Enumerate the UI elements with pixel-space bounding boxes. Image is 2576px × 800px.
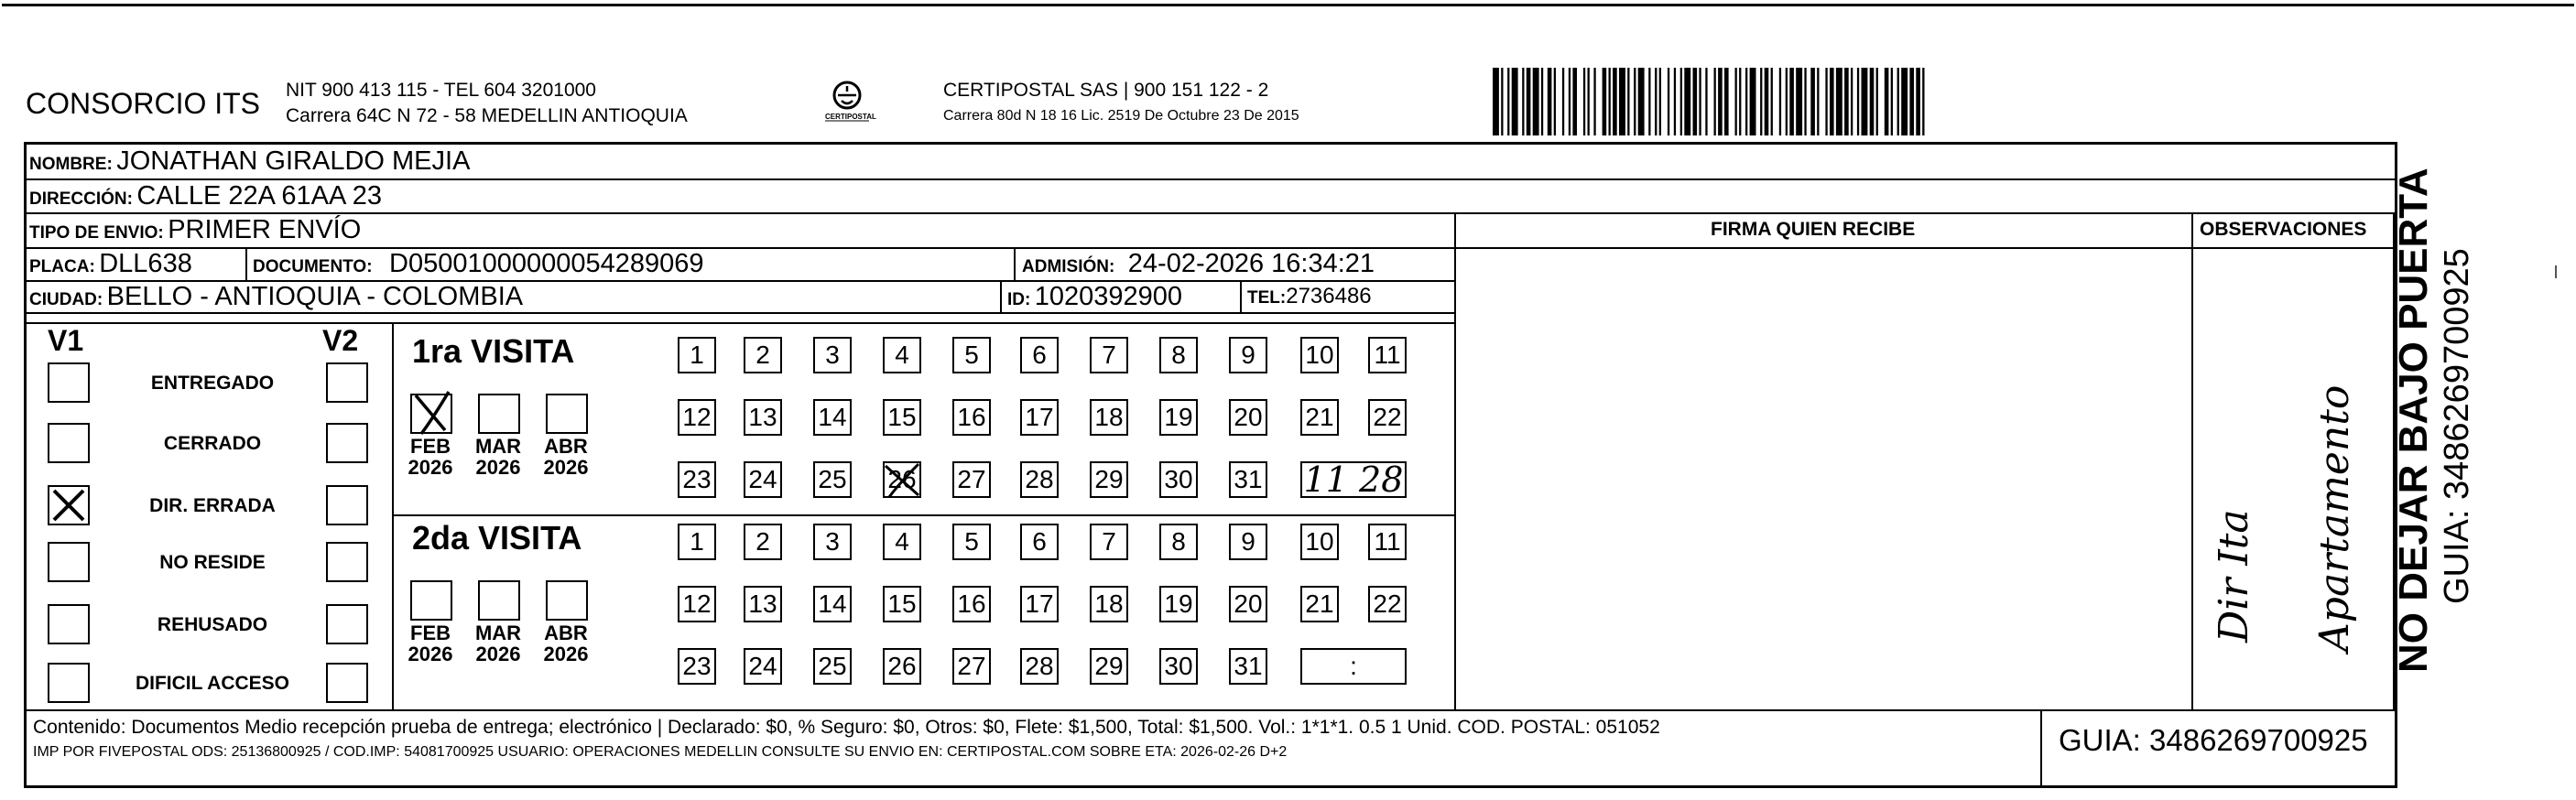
day-box[interactable]: [744, 586, 782, 622]
tel-label: TEL:: [1247, 288, 1287, 308]
day-box[interactable]: [1020, 648, 1059, 685]
day-box[interactable]: [1368, 337, 1407, 373]
day-box[interactable]: [678, 586, 716, 622]
day-number: 7: [1102, 341, 1116, 369]
placa-label: PLACA:: [29, 257, 95, 276]
tipo-envio-label: TIPO DE ENVIO:: [29, 223, 164, 243]
month-label: [471, 622, 526, 665]
day-number: 22: [1373, 589, 1402, 618]
barcode: [1493, 68, 2225, 135]
v1-checkbox[interactable]: [48, 663, 90, 703]
month-year: 2026: [475, 643, 521, 666]
day-number: 19: [1164, 589, 1193, 618]
day-box[interactable]: [813, 586, 852, 622]
ciudad-label: CIUDAD:: [29, 290, 103, 309]
day-number: 12: [682, 403, 712, 431]
day-number: 30: [1164, 652, 1193, 680]
v2-checkbox[interactable]: [326, 542, 368, 582]
visit-divider: [392, 514, 1454, 516]
month-year: 2026: [543, 456, 589, 480]
day-box[interactable]: [1368, 524, 1407, 560]
month-year: 2026: [408, 643, 453, 666]
day-number: 31: [1234, 465, 1263, 493]
day-box[interactable]: [744, 461, 782, 498]
day-box[interactable]: [1020, 461, 1059, 498]
time-box[interactable]: [1300, 648, 1407, 685]
footer-imp: IMP POR FIVEPOSTAL ODS: 25136800925 / COD.IMP: 54081700925 USUARIO: OPERACIONES MEDELLIN CONSULTE SU ENVIO EN: CERTIPOSTAL.COM SOBRE ETA: 2026-02-26 D+2: [33, 744, 1288, 760]
day-box[interactable]: [1090, 648, 1128, 685]
day-box[interactable]: [883, 461, 921, 498]
month-name: MAR: [474, 435, 522, 458]
status-option-label: REHUSADO: [157, 614, 268, 635]
month-year: 2026: [408, 456, 453, 480]
day-number: 20: [1234, 403, 1263, 431]
status-option-label: DIFICIL ACCESO: [135, 673, 289, 694]
day-number: 28: [1025, 465, 1054, 493]
day-number: 14: [818, 403, 847, 431]
day-number: 8: [1171, 527, 1186, 556]
day-number: 17: [1025, 403, 1054, 431]
month-label: [471, 436, 526, 478]
month-name: MAR: [474, 622, 522, 644]
day-box[interactable]: [678, 461, 716, 498]
day-number: 14: [818, 589, 847, 618]
v2-checkbox[interactable]: [326, 485, 368, 525]
day-number: 11: [1374, 341, 1401, 369]
status-option-label: ENTREGADO: [150, 373, 275, 394]
day-box[interactable]: [883, 524, 921, 560]
day-box[interactable]: [1159, 399, 1198, 436]
day-box[interactable]: [1090, 399, 1128, 436]
admision-label: ADMISIÓN:: [1022, 257, 1115, 276]
day-number: 18: [1094, 403, 1124, 431]
handwritten-time: 11 28: [1303, 459, 1404, 500]
firma-header: FIRMA QUIEN RECIBE: [1711, 219, 1916, 240]
day-box[interactable]: [1020, 586, 1059, 622]
day-box[interactable]: [1159, 648, 1198, 685]
documento-label: DOCUMENTO:: [253, 257, 373, 276]
v2-checkbox[interactable]: [326, 423, 368, 463]
day-number: 16: [957, 403, 986, 431]
day-box[interactable]: [1368, 586, 1407, 622]
handwritten-line-2: Apartamento: [2311, 384, 2358, 652]
day-box[interactable]: [952, 399, 991, 436]
id-value: 1020392900: [1034, 282, 1183, 311]
day-box[interactable]: [1300, 337, 1339, 373]
day-box[interactable]: [678, 648, 716, 685]
day-number: 6: [1032, 341, 1047, 369]
carrier-name: CERTIPOSTAL SAS | 900 151 122 - 2: [943, 80, 1269, 101]
day-box[interactable]: [678, 337, 716, 373]
observaciones-header: OBSERVACIONES: [2200, 219, 2367, 240]
day-box[interactable]: [1300, 524, 1339, 560]
day-number: 16: [957, 589, 986, 618]
day-number: 24: [748, 652, 777, 680]
day-number: 5: [964, 527, 979, 556]
v1-checkbox[interactable]: [48, 542, 90, 582]
day-number: 13: [748, 589, 777, 618]
month-name: ABR: [544, 435, 588, 458]
month-label: [538, 622, 593, 665]
day-box[interactable]: [1229, 461, 1267, 498]
top-edge: [2, 4, 2574, 6]
day-number: 30: [1164, 465, 1193, 493]
day-box[interactable]: [1090, 461, 1128, 498]
nombre-label: NOMBRE:: [29, 155, 113, 174]
day-number: 7: [1102, 527, 1116, 556]
id-label: ID:: [1007, 290, 1031, 309]
tel-value: 2736486: [1286, 284, 1372, 308]
day-number: 22: [1373, 403, 1402, 431]
direccion-label: DIRECCIÓN:: [29, 189, 133, 209]
day-box[interactable]: [883, 586, 921, 622]
handwritten-observation: [2198, 293, 2381, 705]
row-line: [24, 178, 2397, 180]
day-box[interactable]: [1229, 524, 1267, 560]
day-box[interactable]: [1159, 461, 1198, 498]
month-label: [403, 622, 458, 665]
admision-value: 24-02-2026 16:34:21: [1127, 249, 1375, 278]
day-box[interactable]: [813, 399, 852, 436]
month-name: ABR: [544, 622, 588, 644]
visit-title: 1ra VISITA: [412, 332, 575, 370]
row-line: [24, 212, 2397, 214]
col-line: [245, 247, 247, 280]
day-number: 29: [1094, 465, 1124, 493]
month-label: [403, 436, 458, 478]
day-box[interactable]: [952, 586, 991, 622]
day-number: 23: [682, 652, 712, 680]
day-number: 18: [1094, 589, 1124, 618]
v1-checkbox[interactable]: [48, 423, 90, 463]
day-number: 12: [682, 589, 712, 618]
day-box[interactable]: [952, 461, 991, 498]
time-separator: :: [1350, 652, 1357, 680]
day-box[interactable]: [1229, 337, 1267, 373]
day-number: 1: [690, 341, 704, 369]
day-box[interactable]: [883, 399, 921, 436]
day-box[interactable]: [1020, 399, 1059, 436]
day-number: 1: [690, 527, 704, 556]
form-frame: [24, 142, 2397, 788]
day-box[interactable]: [1090, 337, 1128, 373]
day-number: 4: [895, 341, 909, 369]
day-box[interactable]: [952, 648, 991, 685]
day-box[interactable]: [744, 524, 782, 560]
day-number: 29: [1094, 652, 1124, 680]
day-number: 27: [957, 465, 986, 493]
col-line: [1014, 247, 1016, 280]
v2-checkbox[interactable]: [326, 362, 368, 403]
day-number: 5: [964, 341, 979, 369]
day-number: 4: [895, 527, 909, 556]
tipo-envio-value: PRIMER ENVÍO: [168, 215, 362, 244]
day-number: 17: [1025, 589, 1054, 618]
day-box[interactable]: [1368, 399, 1407, 436]
day-box[interactable]: [678, 399, 716, 436]
day-number: 3: [825, 341, 840, 369]
day-number: 10: [1305, 341, 1334, 369]
status-option-label: CERRADO: [163, 433, 262, 454]
footer-contenido: Contenido: Documentos Medio recepción prueba de entrega; electrónico | Declarado: $0, % Seguro: $0, Otros: $0, Flete: $1,500, Total: $1,500. Vol.: 1*1*1. 0.5 1 Unid. COD. POSTAL: 051052: [33, 717, 1660, 738]
v2-checkbox[interactable]: [326, 663, 368, 703]
day-number: 11: [1374, 527, 1401, 556]
day-number: 21: [1305, 589, 1334, 618]
day-box[interactable]: [1229, 399, 1267, 436]
day-number: 13: [748, 403, 777, 431]
v1-label: V1: [48, 324, 84, 357]
month-label: [538, 436, 593, 478]
day-box[interactable]: [952, 524, 991, 560]
day-box[interactable]: [952, 337, 991, 373]
certipostal-logo: [820, 77, 875, 130]
day-number: 6: [1032, 527, 1047, 556]
month-checkbox[interactable]: [410, 580, 452, 621]
ciudad-value: BELLO - ANTIOQUIA - COLOMBIA: [106, 282, 524, 311]
day-number: 24: [748, 465, 777, 493]
day-number: 19: [1164, 403, 1193, 431]
day-box[interactable]: [744, 337, 782, 373]
day-number: 28: [1025, 652, 1054, 680]
v2-label: V2: [322, 324, 359, 357]
documento-value: D05001000000054289069: [389, 249, 704, 278]
placa-value: DLL638: [99, 249, 192, 278]
day-number: 8: [1171, 341, 1186, 369]
day-box[interactable]: [1020, 337, 1059, 373]
v1-checkbox[interactable]: [48, 362, 90, 403]
col-line: [1454, 212, 1456, 709]
month-name: FEB: [410, 622, 451, 644]
day-box[interactable]: [883, 337, 921, 373]
day-number: 20: [1234, 589, 1263, 618]
direccion-value: CALLE 22A 61AA 23: [136, 181, 383, 211]
month-checkbox[interactable]: [546, 394, 588, 434]
month-checkbox[interactable]: [410, 394, 452, 434]
month-year: 2026: [475, 456, 521, 480]
col-line: [2040, 709, 2042, 788]
day-number: 2: [755, 341, 770, 369]
day-box[interactable]: [1159, 524, 1198, 560]
logo-text: CERTIPOSTAL: [825, 113, 876, 121]
month-name: FEB: [410, 435, 451, 458]
col-line: [1000, 280, 1002, 312]
v2-checkbox[interactable]: [326, 604, 368, 644]
day-number: 25: [818, 652, 847, 680]
footer-guia: GUIA: 3486269700925: [2059, 723, 2368, 757]
day-number: 9: [1241, 341, 1255, 369]
day-number: 27: [957, 652, 986, 680]
day-box[interactable]: [883, 648, 921, 685]
day-number: 3: [825, 527, 840, 556]
day-number: 26: [887, 652, 917, 680]
day-box[interactable]: [1300, 399, 1339, 436]
day-number: 15: [887, 589, 917, 618]
day-box[interactable]: [1020, 524, 1059, 560]
time-box[interactable]: [1300, 461, 1407, 498]
month-checkbox[interactable]: [478, 394, 520, 434]
day-box[interactable]: [678, 524, 716, 560]
col-line: [1240, 280, 1242, 312]
day-box[interactable]: [1090, 524, 1128, 560]
day-box[interactable]: [1300, 586, 1339, 622]
day-number: 23: [682, 465, 712, 493]
day-box[interactable]: [744, 399, 782, 436]
day-box[interactable]: [1229, 586, 1267, 622]
day-number: 26: [887, 465, 917, 493]
v1-checkbox[interactable]: [48, 604, 90, 644]
day-number: 25: [818, 465, 847, 493]
carrier-license: Carrera 80d N 18 16 Lic. 2519 De Octubre 23 De 2015: [943, 108, 1299, 124]
month-checkbox[interactable]: [546, 580, 588, 621]
day-number: 15: [887, 403, 917, 431]
company-name: CONSORCIO ITS: [26, 87, 261, 120]
day-number: 10: [1305, 527, 1334, 556]
nombre-value: JONATHAN GIRALDO MEJIA: [116, 146, 471, 176]
day-box[interactable]: [1229, 648, 1267, 685]
day-box[interactable]: [744, 648, 782, 685]
status-option-label: DIR. ERRADA: [149, 495, 276, 516]
row-line: [24, 322, 1456, 324]
side-guia: GUIA: 3486269700925: [2438, 248, 2476, 604]
company-nit: NIT 900 413 115 - TEL 604 3201000: [286, 80, 596, 101]
scan-mark: [2555, 265, 2562, 278]
company-address: Carrera 64C N 72 - 58 MEDELLIN ANTIOQUIA: [286, 105, 688, 126]
col-line: [2191, 212, 2193, 709]
v1-checkbox[interactable]: [48, 485, 90, 525]
day-box[interactable]: [1159, 586, 1198, 622]
day-box[interactable]: [1159, 337, 1198, 373]
day-number: 31: [1234, 652, 1263, 680]
day-box[interactable]: [1090, 586, 1128, 622]
day-box[interactable]: [813, 524, 852, 560]
no-dejar-bajo-puerta: NO DEJAR BAJO PUERTA: [2391, 168, 2436, 673]
day-box[interactable]: [813, 648, 852, 685]
day-number: 2: [755, 527, 770, 556]
month-checkbox[interactable]: [478, 580, 520, 621]
status-option-label: NO RESIDE: [159, 552, 266, 573]
month-year: 2026: [543, 643, 589, 666]
day-number: 21: [1305, 403, 1334, 431]
handwritten-line-1: Dir Ita: [2211, 509, 2257, 643]
day-box[interactable]: [813, 337, 852, 373]
row-line: [24, 312, 1456, 314]
day-number: 9: [1241, 527, 1255, 556]
day-box[interactable]: [813, 461, 852, 498]
visit-title: 2da VISITA: [412, 519, 582, 557]
